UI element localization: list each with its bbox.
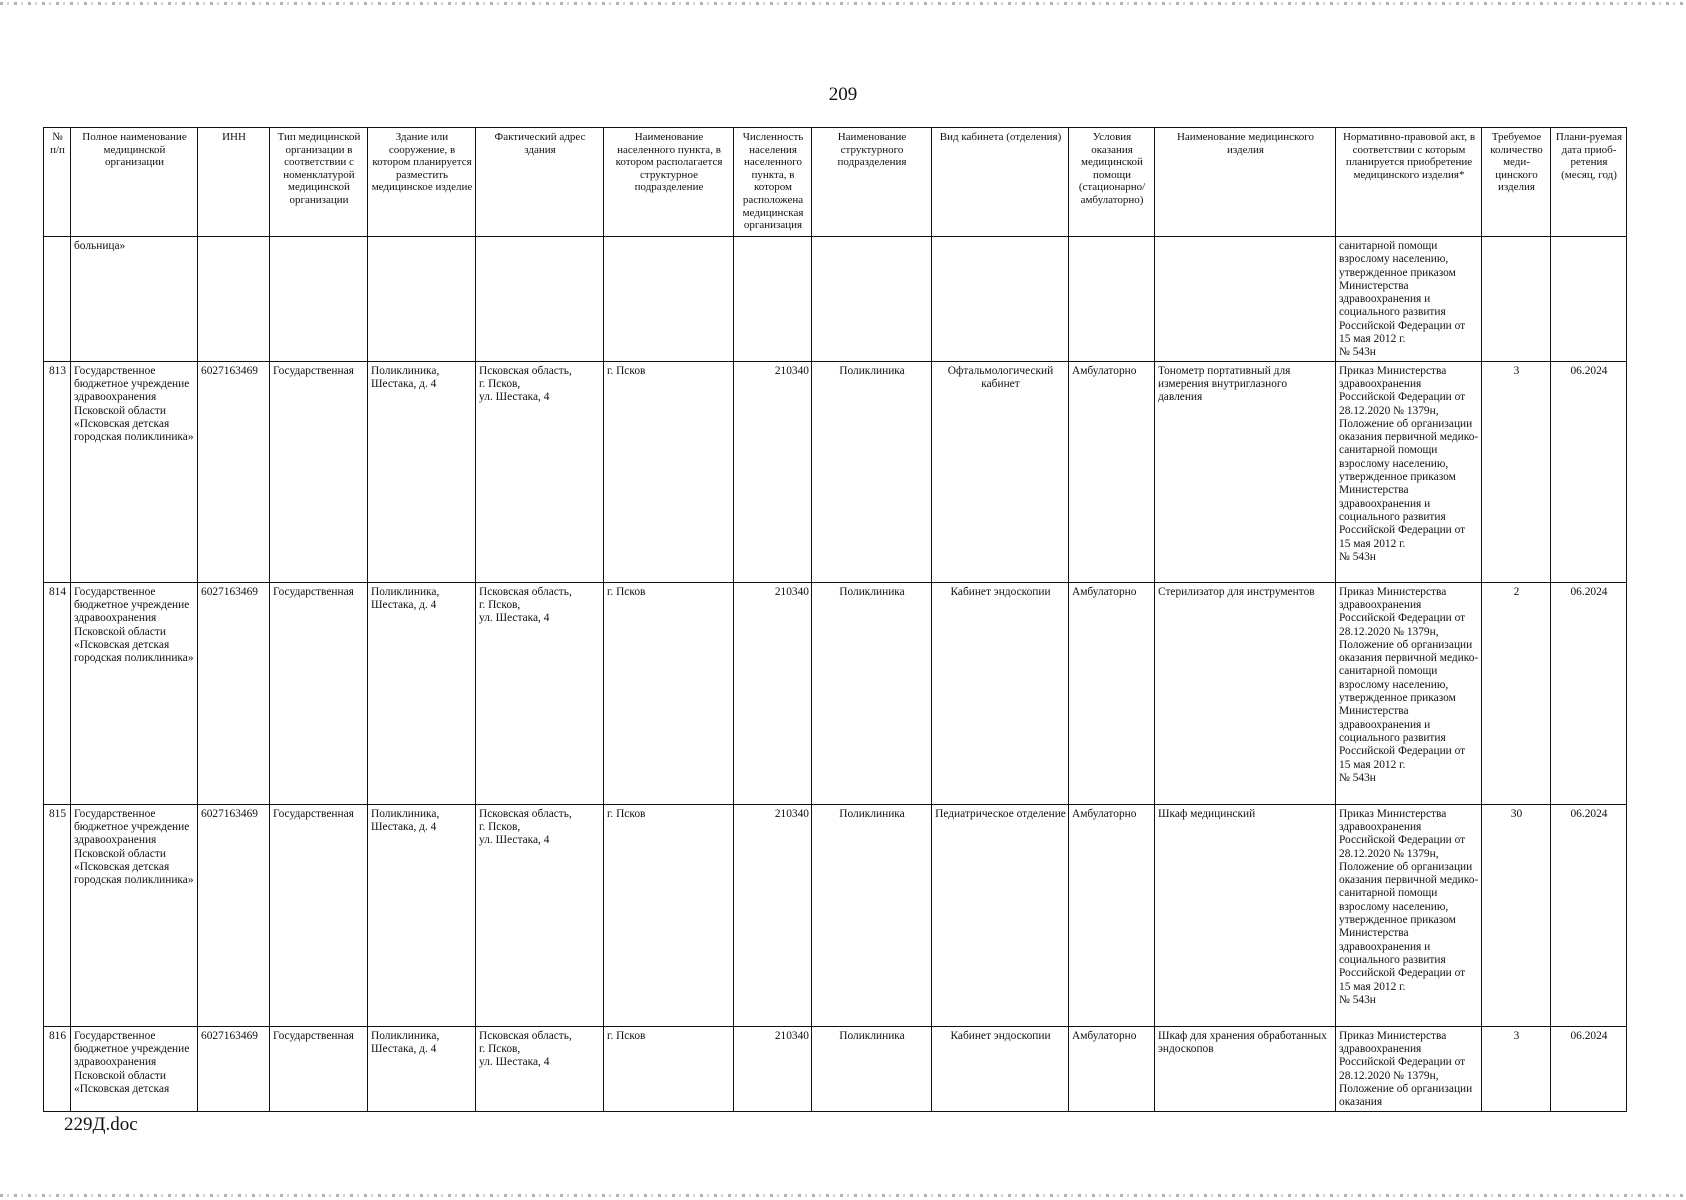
cell-organization: больница» [71, 237, 198, 362]
table-row [44, 582, 1627, 804]
cell-organization: Государственное бюджетное учреждение здравоохранения Псковской области «Псковская детская городская поликлиника» [71, 804, 198, 1026]
cell-unit: Поликлиника [812, 582, 932, 804]
cell-building: Поликлиника, Шестака, д. 4 [368, 361, 476, 582]
header-cell-room: Вид кабинета (отделения) [932, 128, 1069, 237]
table-row-continuation [44, 237, 1627, 362]
header-cell-unit: Наименование структурного подразделения [812, 128, 932, 237]
cell-organization: Государственное бюджетное учреждение здравоохранения Псковской области «Псковская детская городская поликлиника» [71, 582, 198, 804]
cell-population: 210340 [734, 804, 812, 1026]
cell-address: Псковская область, г. Псков, ул. Шестака, 4 [476, 804, 604, 1026]
header-cell-organization: Полное наименование медицинской организации [71, 128, 198, 237]
cell-quantity [1482, 237, 1551, 362]
cell-address: Псковская область, г. Псков, ул. Шестака, 4 [476, 582, 604, 804]
cell-conditions: Амбулаторно [1069, 582, 1155, 804]
cell-population [734, 237, 812, 362]
cell-population: 210340 [734, 361, 812, 582]
cell-population: 210340 [734, 1026, 812, 1111]
cell-device: Стерилизатор для инструментов [1155, 582, 1336, 804]
cell-locality: г. Псков [604, 361, 734, 582]
cell-inn: 6027163469 [198, 804, 270, 1026]
cell-legal-act: Приказ Министерства здравоохранения Российской Федерации от 28.12.2020 № 1379н, Положение об организации оказания первичной медико-санитарной помощи взрослому населению, утвержденное приказом Министерства здравоохранения и социального развития Российской Федерации от 15 мая 2012 г. № 543н [1336, 361, 1482, 582]
cell-num: 814 [44, 582, 71, 804]
header-cell-building: Здание или сооружение, в котором планируется разместить медицинское изделие [368, 128, 476, 237]
cell-room: Кабинет эндоскопии [932, 582, 1069, 804]
document-filename: 229Д.doc [64, 1114, 138, 1135]
header-cell-inn: ИНН [198, 128, 270, 237]
cell-locality: г. Псков [604, 1026, 734, 1111]
cell-inn [198, 237, 270, 362]
cell-unit: Поликлиника [812, 1026, 932, 1111]
cell-room: Кабинет эндоскопии [932, 1026, 1069, 1111]
cell-device [1155, 237, 1336, 362]
cell-quantity: 2 [1482, 582, 1551, 804]
cell-date: 06.2024 [1551, 1026, 1627, 1111]
cell-unit: Поликлиника [812, 361, 932, 582]
cell-locality: г. Псков [604, 804, 734, 1026]
cell-population: 210340 [734, 582, 812, 804]
scan-edge-top [0, 2, 1686, 5]
header-cell-type: Тип медицинской организации в соответствии с номенклатурой медицинской организации [270, 128, 368, 237]
cell-device: Шкаф медицинский [1155, 804, 1336, 1026]
cell-legal-act: Приказ Министерства здравоохранения Российской Федерации от 28.12.2020 № 1379н, Положение об организации оказания первичной медико-санитарной помощи взрослому населению, утвержденное приказом Министерства здравоохранения и социального развития Российской Федерации от 15 мая 2012 г. № 543н [1336, 804, 1482, 1026]
cell-date: 06.2024 [1551, 582, 1627, 804]
page-number: 209 [828, 84, 858, 105]
table-header-row [44, 128, 1627, 237]
cell-date: 06.2024 [1551, 804, 1627, 1026]
cell-quantity: 3 [1482, 361, 1551, 582]
cell-type: Государственная [270, 582, 368, 804]
cell-building: Поликлиника, Шестака, д. 4 [368, 804, 476, 1026]
cell-type: Государственная [270, 1026, 368, 1111]
cell-locality [604, 237, 734, 362]
cell-type: Государственная [270, 361, 368, 582]
cell-legal-act: Приказ Министерства здравоохранения Российской Федерации от 28.12.2020 № 1379н, Положение об организации оказания [1336, 1026, 1482, 1111]
cell-building: Поликлиника, Шестака, д. 4 [368, 582, 476, 804]
cell-building: Поликлиника, Шестака, д. 4 [368, 1026, 476, 1111]
cell-inn: 6027163469 [198, 1026, 270, 1111]
cell-locality: г. Псков [604, 582, 734, 804]
cell-unit: Поликлиника [812, 804, 932, 1026]
header-cell-date: Плани-руемая дата приоб-ретения (месяц, год) [1551, 128, 1627, 237]
cell-conditions: Амбулаторно [1069, 804, 1155, 1026]
cell-type: Государственная [270, 804, 368, 1026]
header-cell-device: Наименование медицинского изделия [1155, 128, 1336, 237]
cell-unit [812, 237, 932, 362]
table-row [44, 804, 1627, 1026]
cell-date [1551, 237, 1627, 362]
cell-num: 813 [44, 361, 71, 582]
cell-conditions [1069, 237, 1155, 362]
cell-num [44, 237, 71, 362]
header-cell-legal-act: Нормативно-правовой акт, в соответствии с которым планируется приобретение медицинского изделия* [1336, 128, 1482, 237]
header-cell-population: Численность населения населенного пункта, в котором расположена медицинская организация [734, 128, 812, 237]
cell-quantity: 3 [1482, 1026, 1551, 1111]
cell-conditions: Амбулаторно [1069, 361, 1155, 582]
header-cell-address: Фактический адрес здания [476, 128, 604, 237]
header-cell-conditions: Условия оказания медицинской помощи (стационарно/ амбулаторно) [1069, 128, 1155, 237]
cell-room [932, 237, 1069, 362]
cell-quantity: 30 [1482, 804, 1551, 1026]
cell-room: Офтальмологический кабинет [932, 361, 1069, 582]
header-cell-locality: Наименование населенного пункта, в котором располагается структурное подразделение [604, 128, 734, 237]
cell-legal-act: Приказ Министерства здравоохранения Российской Федерации от 28.12.2020 № 1379н, Положение об организации оказания первичной медико-санитарной помощи взрослому населению, утвержденное приказом Министерства здравоохранения и социального развития Российской Федерации от 15 мая 2012 г. № 543н [1336, 582, 1482, 804]
cell-num: 815 [44, 804, 71, 1026]
cell-conditions: Амбулаторно [1069, 1026, 1155, 1111]
cell-device: Тонометр портативный для измерения внутриглазного давления [1155, 361, 1336, 582]
cell-organization: Государственное бюджетное учреждение здравоохранения Псковской области «Псковская детская городская поликлиника» [71, 361, 198, 582]
cell-device: Шкаф для хранения обработанных эндоскопов [1155, 1026, 1336, 1111]
cell-type [270, 237, 368, 362]
cell-address: Псковская область, г. Псков, ул. Шестака, 4 [476, 1026, 604, 1111]
cell-inn: 6027163469 [198, 582, 270, 804]
table-row [44, 1026, 1627, 1111]
cell-room: Педиатрическое отделение [932, 804, 1069, 1026]
cell-building [368, 237, 476, 362]
header-cell-num: № п/п [44, 128, 71, 237]
cell-num: 816 [44, 1026, 71, 1111]
cell-date: 06.2024 [1551, 361, 1627, 582]
cell-organization: Государственное бюджетное учреждение здравоохранения Псковской области «Псковская детская [71, 1026, 198, 1111]
cell-inn: 6027163469 [198, 361, 270, 582]
header-cell-quantity: Требуемое количество меди-цинского изделия [1482, 128, 1551, 237]
table-row [44, 361, 1627, 582]
cell-address [476, 237, 604, 362]
scan-edge-bottom [0, 1194, 1686, 1197]
cell-legal-act: санитарной помощи взрослому населению, утвержденное приказом Министерства здравоохранения и социального развития Российской Федерации от 15 мая 2012 г. № 543н [1336, 237, 1482, 362]
medical-equipment-table [43, 127, 1627, 1112]
cell-address: Псковская область, г. Псков, ул. Шестака, 4 [476, 361, 604, 582]
